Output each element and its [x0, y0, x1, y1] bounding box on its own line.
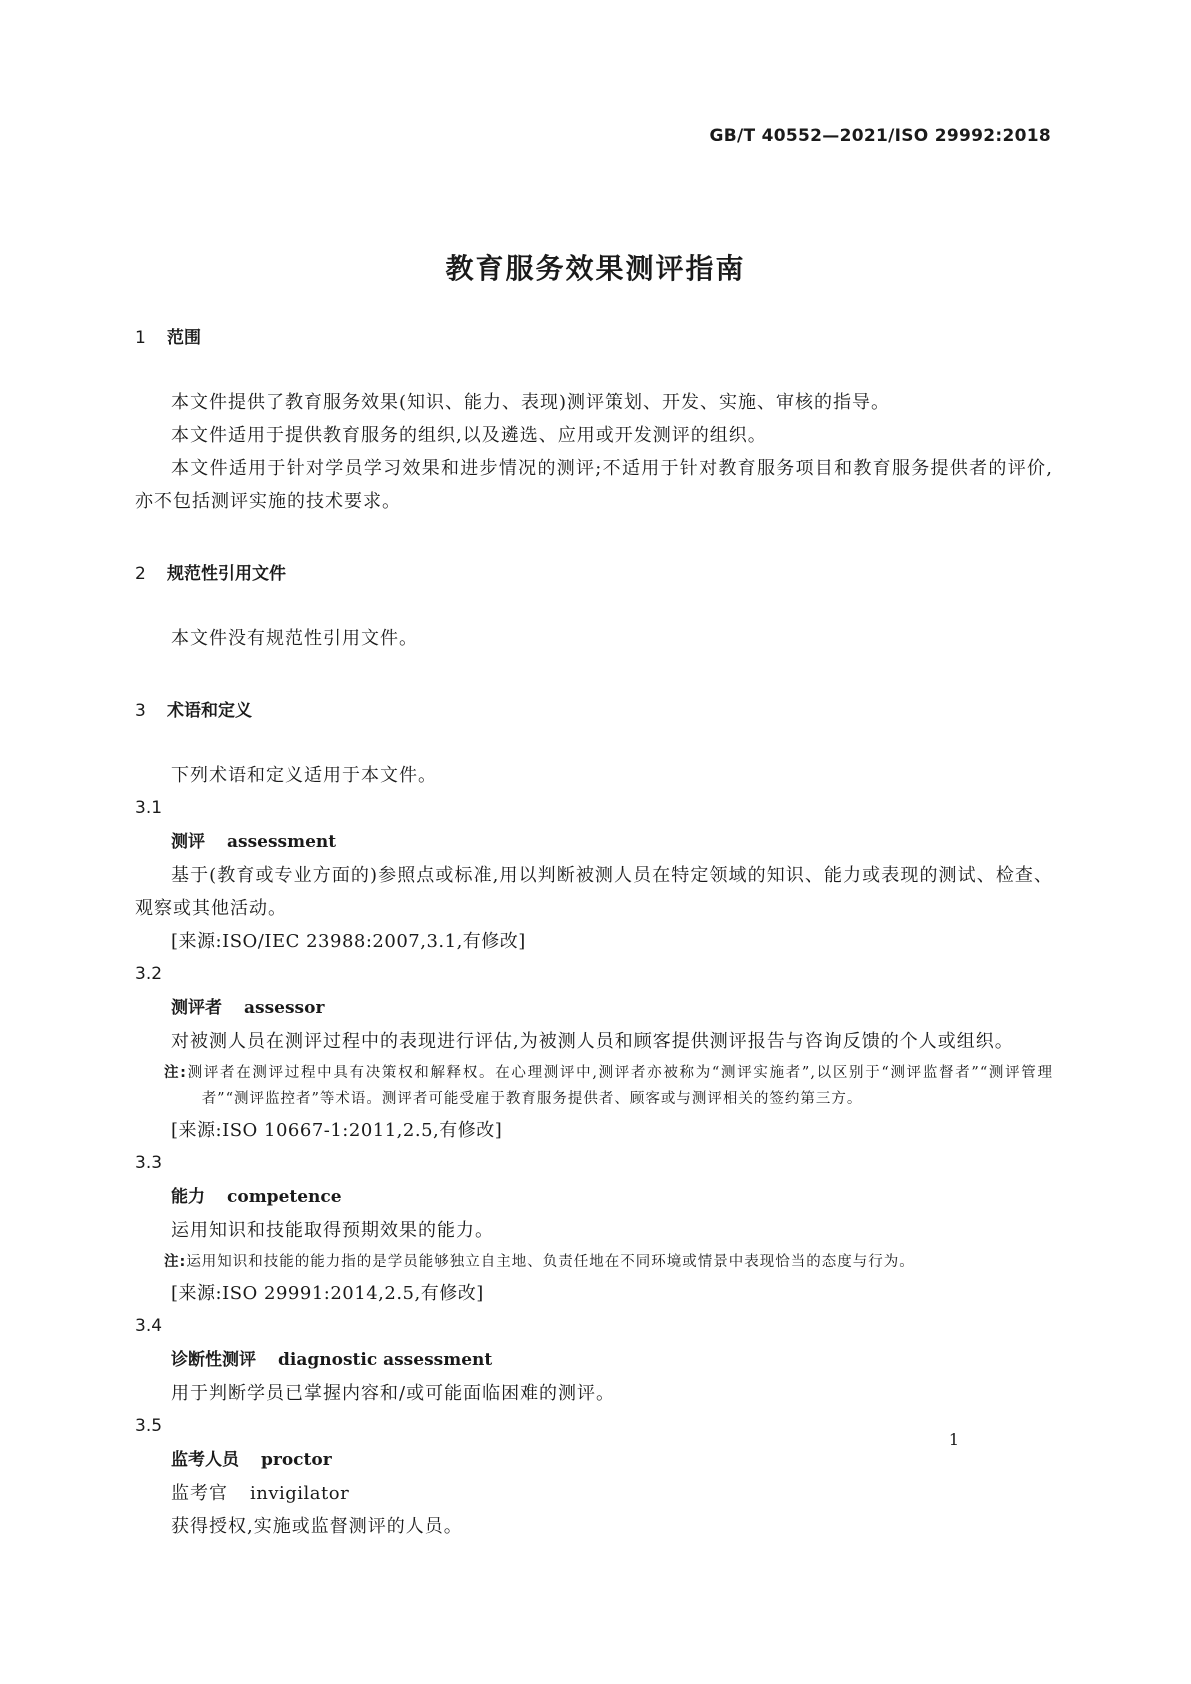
term-definition: 对被测人员在测评过程中的表现进行评估,为被测人员和顾客提供测评报告与咨询反馈的个人或组织。 [171, 1031, 1014, 1052]
term-heading [135, 991, 1053, 1025]
term-zh: 测评 [171, 832, 205, 852]
term-en: assessor [244, 998, 325, 1018]
term-zh: 诊断性测评 [171, 1350, 256, 1370]
section-number: 3 [135, 701, 146, 721]
term-zh: 能力 [171, 1187, 205, 1207]
section-title: 规范性引用文件 [167, 564, 286, 584]
paragraph: 本文件提供了教育服务效果(知识、能力、表现)测评策划、开发、实施、审核的指导。 [171, 392, 891, 413]
note-text: 测评者在测评过程中具有决策权和解释权。在心理测评中,测评者亦被称为“测评实施者”,以区别于“测评监督者”“测评管理者”“测评监控者”等术语。测评者可能受雇于教育服务提供者、顾客或与测评相关的签约第三方。 [186, 1065, 1053, 1107]
term-admitted-zh: 监考官 [171, 1483, 228, 1504]
term-number: 3.1 [135, 798, 163, 818]
standard-code: GB/T 40552—2021/ISO 29992:2018 [709, 126, 1051, 146]
paragraph: 下列术语和定义适用于本文件。 [171, 765, 437, 786]
note-label: 注: [164, 1254, 187, 1270]
section-heading-scope [135, 322, 1053, 355]
section-title: 范围 [167, 328, 201, 348]
term-note [164, 1249, 1053, 1275]
section-heading-terms [135, 695, 1053, 728]
term-heading [135, 1180, 1053, 1214]
section-heading-normative-references [135, 558, 1053, 591]
paragraph: 本文件适用于针对学员学习效果和进步情况的测评;不适用于针对教育服务项目和教育服务提供者的评价,亦不包括测评实施的技术要求。 [135, 458, 1053, 512]
paragraph: 本文件适用于提供教育服务的组织,以及遴选、应用或开发测评的组织。 [171, 425, 767, 446]
term-definition: 获得授权,实施或监督测评的人员。 [171, 1516, 463, 1537]
term-number: 3.5 [135, 1416, 163, 1436]
term-en: diagnostic assessment [278, 1350, 493, 1370]
section-number: 1 [135, 328, 146, 348]
term-definition: 运用知识和技能取得预期效果的能力。 [171, 1220, 494, 1241]
term-source: [来源:ISO 29991:2014,2.5,有修改] [171, 1283, 484, 1304]
term-heading [135, 1343, 1053, 1377]
page-number: 1 [948, 1430, 959, 1449]
term-zh: 测评者 [171, 998, 222, 1018]
term-definition: 用于判断学员已掌握内容和/或可能面临困难的测评。 [171, 1383, 616, 1404]
term-zh: 监考人员 [171, 1450, 239, 1470]
section-number: 2 [135, 564, 146, 584]
term-number: 3.4 [135, 1316, 163, 1336]
note-text: 运用知识和技能的能力指的是学员能够独立自主地、负责任地在不同环境或情景中表现恰当的态度与行为。 [186, 1254, 915, 1270]
document-body [135, 322, 1053, 1543]
term-en: assessment [227, 832, 337, 852]
term-en: competence [227, 1187, 342, 1207]
term-admitted-en: invigilator [250, 1483, 350, 1504]
term-en: proctor [261, 1450, 332, 1470]
term-source: [来源:ISO 10667-1:2011,2.5,有修改] [171, 1120, 503, 1141]
term-number: 3.3 [135, 1153, 163, 1173]
term-heading [135, 825, 1053, 859]
term-heading [135, 1443, 1053, 1477]
term-definition: 基于(教育或专业方面的)参照点或标准,用以判断被测人员在特定领域的知识、能力或表现的测试、检查、观察或其他活动。 [135, 865, 1053, 919]
section-title: 术语和定义 [167, 701, 252, 721]
term-admitted [135, 1477, 1053, 1510]
term-source: [来源:ISO/IEC 23988:2007,3.1,有修改] [171, 931, 526, 952]
term-number: 3.2 [135, 964, 163, 984]
paragraph: 本文件没有规范性引用文件。 [171, 628, 418, 649]
term-note [164, 1060, 1053, 1112]
note-label: 注: [164, 1065, 187, 1081]
document-title: 教育服务效果测评指南 [445, 251, 746, 285]
